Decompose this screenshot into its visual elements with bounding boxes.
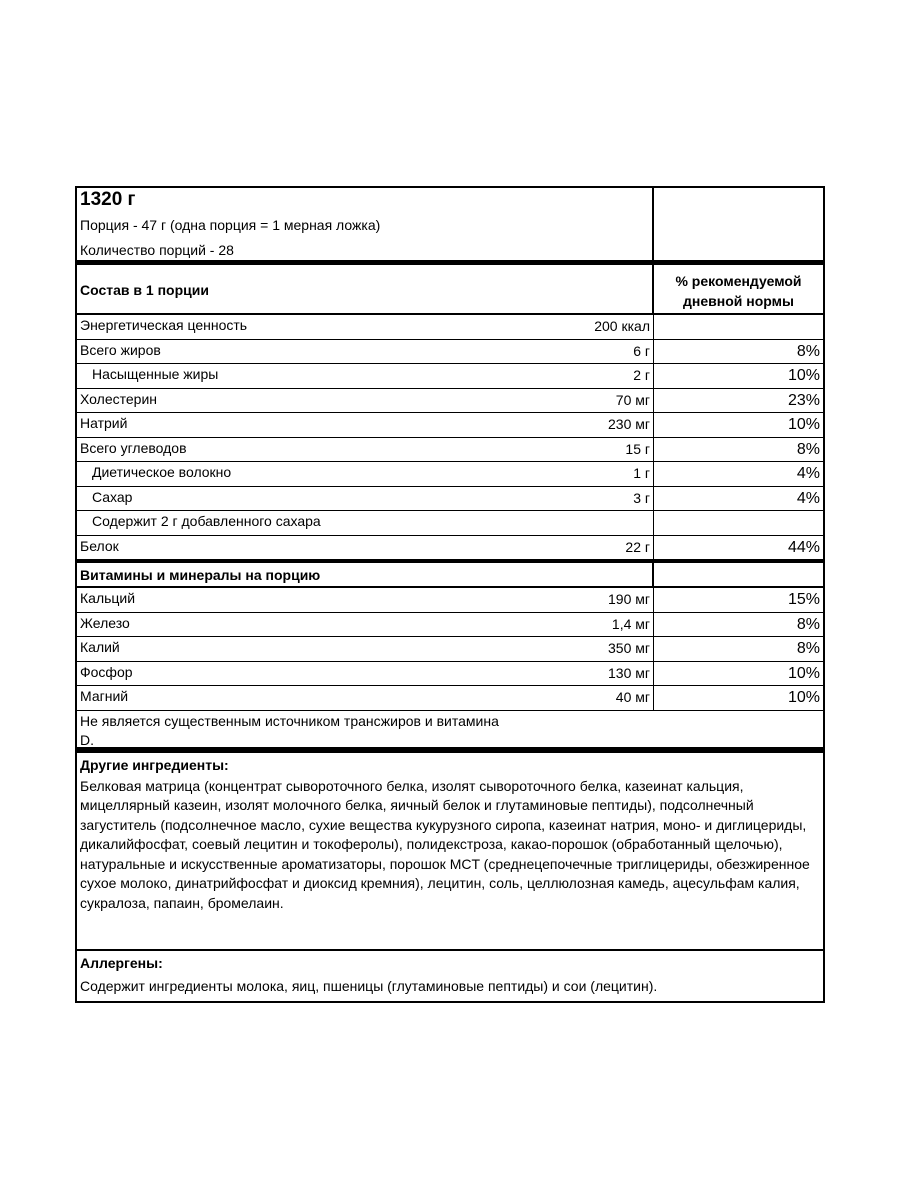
nutrient-amount: 6 г	[633, 342, 650, 359]
label-header	[77, 188, 823, 265]
nutrient-row	[77, 315, 823, 340]
nutrient-right-cell	[654, 588, 823, 612]
nutrient-daily-percent: 4%	[796, 465, 820, 482]
nutrient-left-cell	[77, 662, 654, 686]
vitamins-right	[654, 563, 823, 586]
nutrient-row	[77, 438, 823, 463]
header-right	[654, 188, 823, 260]
nutrient-left-cell	[77, 487, 654, 511]
nutrient-right-cell	[654, 511, 823, 535]
nutrient-daily-percent: 44%	[787, 538, 820, 556]
nutrient-amount: 70 мг	[615, 391, 650, 408]
composition-title: Состав в 1 порции	[80, 282, 209, 298]
nutrient-row	[77, 511, 823, 536]
nutrient-name: Всего углеводов	[80, 439, 187, 456]
nutrient-name: Насыщенные жиры	[92, 366, 219, 382]
nutrient-name: Всего жиров	[80, 341, 161, 358]
nutrient-daily-percent: 8%	[796, 440, 820, 458]
nutrient-right-cell	[654, 613, 823, 637]
composition-left	[77, 265, 654, 313]
servings-count: Количество порций - 28	[80, 242, 234, 258]
nutrient-amount: 230 мг	[608, 416, 650, 432]
nutrient-left-cell	[77, 315, 654, 339]
nutrient-row	[77, 686, 823, 711]
composition-header	[77, 265, 823, 315]
nutrient-right-cell	[654, 315, 823, 339]
ingredients-text: Белковая матрица (концентрат сывороточного белка, изолят сывороточного белка, казеинат кальция, мицеллярный казеин, изолят молочного белка, яичный белок и глутаминовые пептиды), подсолнечный загуститель (подсолнечное масло, сухие вещества кукурузного сиропа, казеинат натрия, моно- и диглицериды, дикалийфосфат, соевый лецитин и токоферолы), полидекстроза, какао-порошок (обработанный щелочью), натуральные и искусственные ароматизаторы, порошок MCT (среднецепочечные триглицериды, обезжиренное сухое молоко, динатрийфосфат и диоксид кремния), лецитин, соль, целлюлозная камедь, ацесульфам калия, сукралоза, папаин, бромелаин.	[80, 777, 810, 911]
allergens-block	[77, 951, 823, 1001]
nutrient-daily-percent: 10%	[787, 416, 820, 433]
nutrient-row	[77, 340, 823, 365]
nutrient-daily-percent: 8%	[796, 640, 820, 657]
nutrient-left-cell	[77, 536, 654, 560]
nutrient-left-cell	[77, 364, 654, 388]
nutrient-amount: 1 г	[633, 465, 650, 481]
serving-size: Порция - 47 г (одна порция = 1 мерная ложка)	[80, 217, 381, 233]
nutrient-row	[77, 662, 823, 687]
nutrient-name: Кальций	[80, 590, 136, 606]
nutrient-name: Сахар	[92, 488, 133, 505]
nutrient-left-cell	[77, 389, 654, 413]
header-left	[77, 188, 654, 260]
nutrient-amount: 3 г	[633, 489, 650, 506]
nutrient-name: Фосфор	[80, 663, 133, 680]
composition-right	[654, 265, 823, 313]
nutrition-label	[75, 186, 825, 1003]
nutrient-row	[77, 637, 823, 662]
vitamins-title: Витамины и минералы на порцию	[80, 567, 321, 583]
nutrient-daily-percent: 23%	[787, 391, 820, 409]
nutrient-left-cell	[77, 340, 654, 364]
nutrient-daily-percent: 8%	[796, 342, 820, 360]
nutrient-left-cell	[77, 413, 654, 437]
vitamins-left	[77, 563, 654, 586]
nutrient-daily-percent: 10%	[787, 689, 820, 706]
nutrient-right-cell	[654, 413, 823, 437]
ingredients-title: Другие ингредиенты:	[80, 756, 229, 773]
nutrient-name: Энергетическая ценность	[80, 317, 248, 333]
nutrient-daily-percent: 10%	[787, 367, 820, 384]
nutrient-amount: 200 ккал	[594, 318, 650, 334]
nutrient-amount: 130 мг	[608, 664, 650, 681]
nutrient-right-cell	[654, 686, 823, 710]
nutrient-row	[77, 413, 823, 438]
daily-value-header: % рекомендуемой дневной нормы	[675, 273, 802, 309]
nutrient-row	[77, 536, 823, 561]
nutrient-name: Железо	[80, 614, 130, 631]
nutrient-left-cell	[77, 462, 654, 486]
nutrient-name: Магний	[80, 688, 129, 704]
nutrient-amount: 22 г	[625, 538, 650, 555]
note-row	[77, 711, 823, 753]
nutrient-daily-percent: 4%	[796, 489, 820, 507]
nutrient-right-cell	[654, 637, 823, 661]
nutrient-right-cell	[654, 389, 823, 413]
nutrient-row	[77, 389, 823, 414]
nutrient-row	[77, 364, 823, 389]
nutrient-amount: 350 мг	[608, 640, 650, 656]
nutrient-amount: 190 мг	[608, 591, 650, 607]
nutrient-right-cell	[654, 340, 823, 364]
net-weight: 1320 г	[80, 189, 136, 210]
nutrient-name: Диетическое волокно	[92, 464, 232, 480]
nutrient-list	[77, 315, 823, 560]
nutrient-left-cell	[77, 613, 654, 637]
nutrient-name: Содержит 2 г добавленного сахара	[92, 513, 321, 529]
nutrient-right-cell	[654, 438, 823, 462]
nutrient-left-cell	[77, 588, 654, 612]
vitamin-list	[77, 588, 823, 711]
nutrient-right-cell	[654, 364, 823, 388]
nutrient-row	[77, 588, 823, 613]
nutrient-left-cell	[77, 511, 654, 535]
nutrient-amount: 40 мг	[615, 689, 650, 705]
nutrient-left-cell	[77, 637, 654, 661]
nutrient-left-cell	[77, 438, 654, 462]
nutrient-right-cell	[654, 487, 823, 511]
nutrient-name: Натрий	[80, 415, 128, 431]
nutrient-right-cell	[654, 462, 823, 486]
nutrient-daily-percent: 8%	[796, 615, 820, 633]
ingredients-block	[77, 753, 823, 951]
nutrient-right-cell	[654, 662, 823, 686]
nutrient-row	[77, 462, 823, 487]
nutrient-row	[77, 487, 823, 512]
nutrient-daily-percent: 15%	[787, 591, 820, 608]
note-text: Не является существенным источником трансжиров и витамина D.	[80, 712, 499, 748]
allergens-text: Содержит ингредиенты молока, яиц, пшеницы (глутаминовые пептиды) и сои (лецитин).	[80, 977, 658, 994]
nutrient-row	[77, 613, 823, 638]
nutrient-amount: 1,4 мг	[611, 615, 650, 632]
nutrient-left-cell	[77, 686, 654, 710]
nutrient-daily-percent: 10%	[787, 664, 820, 682]
nutrient-name: Белок	[80, 537, 119, 554]
vitamins-header	[77, 560, 823, 588]
allergens-title: Аллергены:	[80, 954, 163, 971]
nutrient-name: Калий	[80, 639, 120, 655]
nutrient-amount: 2 г	[633, 367, 650, 383]
nutrient-right-cell	[654, 536, 823, 560]
nutrient-name: Холестерин	[80, 390, 157, 407]
nutrient-amount: 15 г	[625, 440, 650, 457]
